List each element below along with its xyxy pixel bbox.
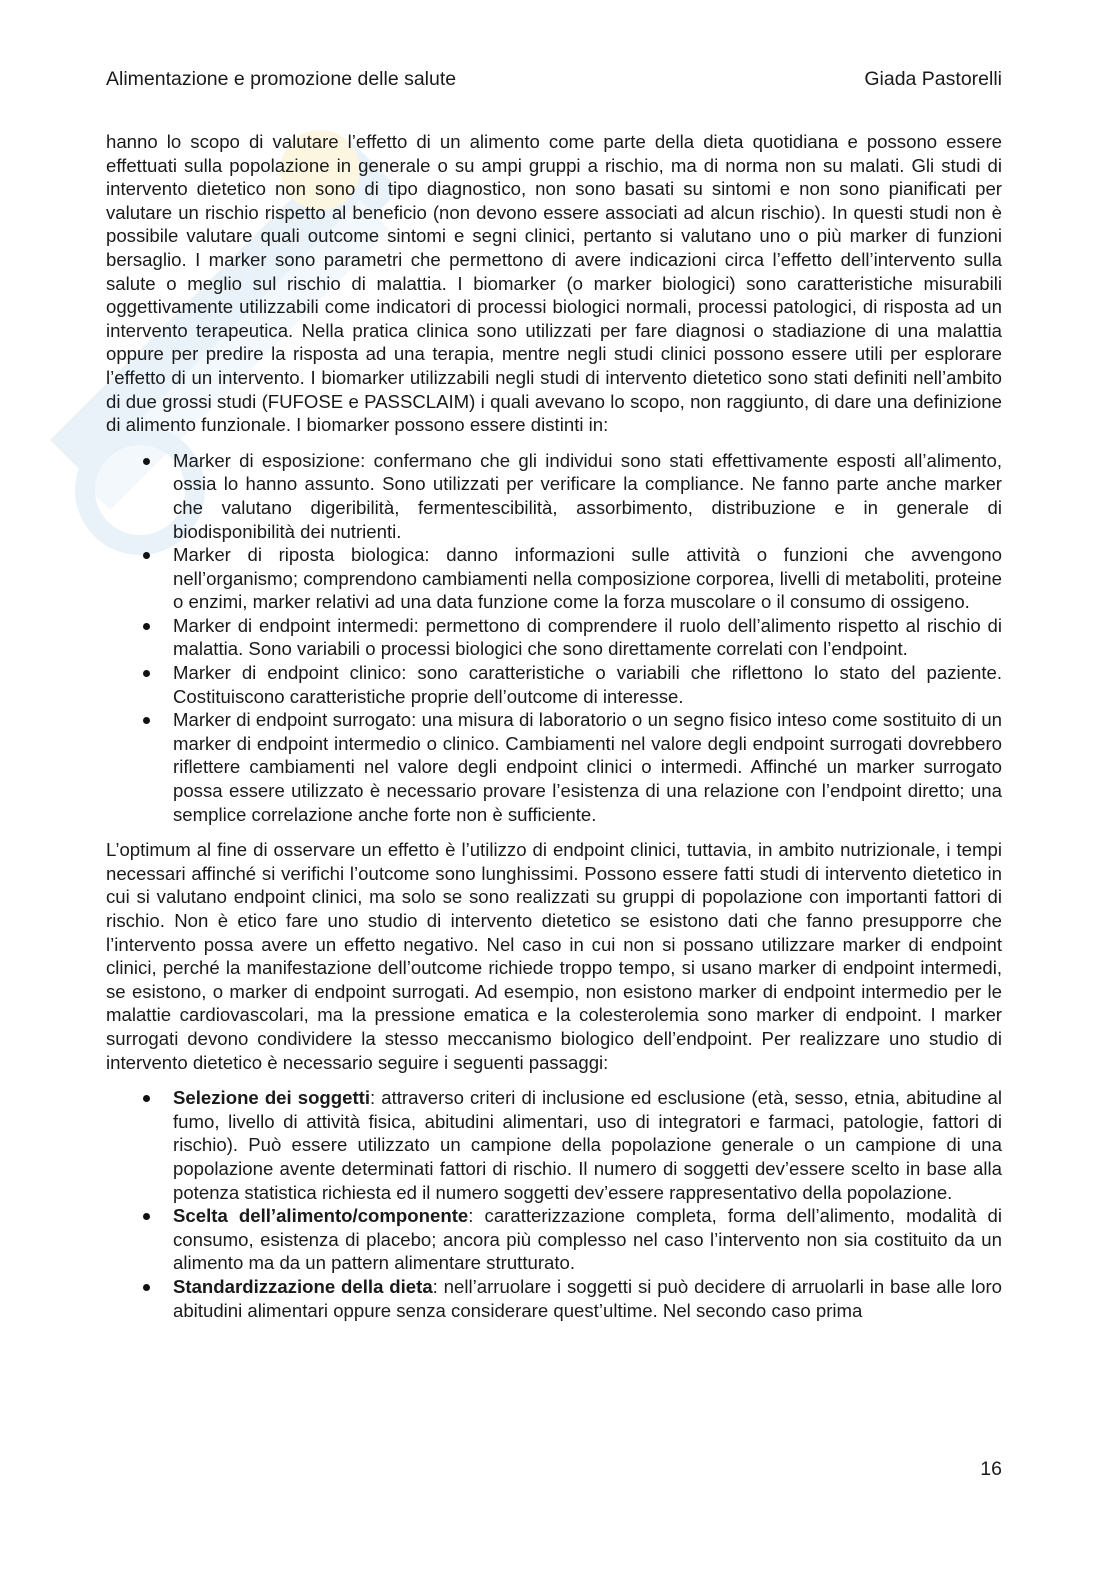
page-header — [106, 66, 1002, 92]
list-item — [106, 661, 1002, 708]
bullet-icon — [143, 717, 150, 724]
list-item-text: Marker di endpoint surrogato: una misura di laboratorio o un segno fisico inteso come sostituito di un marker di endpoint intermedio o clinico. Cambiamenti nel valore degli endpoint surrogati dovrebbero riflettere cambiamenti nel valore degli endpoint clinici o intermedi. Affinché un marker surrogato possa essere utilizzato è necessario provare l’esistenza di una relazione con l’endpoint diretto; una semplice correlazione anche forte non è sufficiente. — [173, 709, 1002, 825]
list-item-text: Marker di endpoint intermedi: permettono di comprendere il ruolo dell’alimento rispetto al rischio di malattia. Sono variabili o processi biologici che sono direttamente correlati con l’endpoint. — [173, 614, 1002, 660]
bullet-icon — [143, 552, 150, 559]
list-item-text: : nell’arruolare i soggetti si può decidere di arruolarli in base alle loro abitudini alimentari oppure senza considerare quest’ultime. Nel secondo caso prima — [173, 1275, 1003, 1321]
bullet-icon — [143, 1095, 150, 1102]
header-title: Alimentazione e promozione delle salute — [106, 68, 457, 90]
bullet-icon — [143, 1213, 150, 1220]
bullet-icon — [143, 1284, 150, 1291]
page-number: 16 — [980, 1458, 1002, 1480]
list-item — [106, 1086, 1002, 1204]
header-author: Giada Pastorelli — [864, 68, 1002, 90]
biomarker-list — [106, 449, 1002, 827]
list-item-text: Marker di esposizione: confermano che gli individui sono stati effettivamente esposti all’alimento, ossia lo hanno assunto. Sono utilizzati per verificare la compliance. Ne fanno parte anche marker che valutano digeribilità, fermentescibilità, assorbimento, distribuzione e in generale di biodisponibilità dei nutrienti. — [173, 449, 1002, 542]
list-item — [106, 708, 1002, 826]
list-item-text: : caratterizzazione completa, forma dell’alimento, modalità di consumo, esistenza di placebo; ancora più complesso nel caso l’intervento non sia costituito da un alimento ma da un pattern alimentare strutturato. — [173, 1205, 1002, 1274]
list-item-text: Marker di riposta biologica: danno informazioni sulle attività o funzioni che avvengono nell’organismo; comprendono cambiamenti nella composizione corporea, livelli di metaboliti, proteine o enzimi, marker relativi ad una data funzione come la forza muscolare o il consumo di ossigeno. — [173, 544, 1002, 613]
list-item-term: Standardizzazione della dieta — [173, 1275, 433, 1297]
bullet-icon — [143, 623, 150, 630]
bullet-icon — [143, 670, 150, 677]
list-item — [106, 614, 1002, 661]
list-item — [106, 1204, 1002, 1275]
list-item — [106, 449, 1002, 543]
list-item-text: : attraverso criteri di inclusione ed esclusione (età, sesso, etnia, abitudine al fumo, livello di attività fisica, abitudini alimentari, uso di integratori e farmaci, patologie, fattori di rischio). Può essere utilizzato un campione della popolazione generale o un campione di una popolazione avente determinati fattori di rischio. Il numero di soggetti dev’essere scelto in base alla potenza statistica richiesta ed il numero soggetti dev’essere rappresentativo della popolazione. — [173, 1087, 1002, 1203]
list-item — [106, 1275, 1002, 1322]
bullet-icon — [143, 458, 150, 465]
study-steps-list — [106, 1086, 1002, 1322]
page-content — [106, 130, 1002, 1322]
paragraph-intro: hanno lo scopo di valutare l’effetto di un alimento come parte della dieta quotidiana e possono essere effettuati sulla popolazione in generale o su ampi gruppi a rischio, ma di norma non su malati. Gli studi di intervento dietetico non sono di tipo diagnostico, non sono basati su sintomi e non sono pianificati per valutare un rischio rispetto al beneficio (non devono essere associati ad alcun rischio). In questi studi non è possibile valutare quali outcome sintomi e segni clinici, pertanto si valutano uno o più marker di funzioni bersaglio. I marker sono parametri che permettono di avere indicazioni circa l’effetto dell’intervento sulla salute o meglio sul rischio di malattia. I biomarker (o marker biologici) sono caratteristiche misurabili oggettivamente utilizzabili come indicatori di processi biologici normali, processi patologici, di risposta ad un intervento terapeutica. Nella pratica clinica sono utilizzati per fare diagnosi o stadiazione di una malattia oppure per predire la risposta ad una terapia, mentre negli studi clinici possono essere utili per esplorare l’effetto di un intervento. I biomarker utilizzabili negli studi di intervento dietetico sono stati definiti nell’ambito di due grossi studi (FUFOSE e PASSCLAIM) i quali avevano lo scopo, non raggiunto, di dare una definizione di alimento funzionale. I biomarker possono essere distinti in: — [106, 131, 1002, 436]
list-item-text: Marker di endpoint clinico: sono caratteristiche o variabili che riflettono lo stato del paziente. Costituiscono caratteristiche proprie dell’outcome di interesse. — [173, 662, 1002, 707]
list-item-term: Selezione dei soggetti — [173, 1087, 371, 1109]
list-item-term: Scelta dell’alimento/componente — [173, 1205, 469, 1227]
list-item — [106, 543, 1002, 614]
paragraph-optimum: L’optimum al fine di osservare un effetto è l’utilizzo di endpoint clinici, tuttavia, in ambito nutrizionale, i tempi necessari affinché si verifichi l’outcome sono lunghissimi. Possono essere fatti studi di intervento dietetico in cui si valutano endpoint clinici, ma solo se sono realizzati su gruppi di popolazione con importanti fattori di rischio. Non è etico fare uno studio di intervento dietetico se esistono dati che fanno presupporre che l’intervento possa avere un effetto negativo. Nel caso in cui non si possano utilizzare marker di endpoint clinici, perché la manifestazione dell’outcome richiede troppo tempo, si usano marker di endpoint intermedi, se esistono, o marker di endpoint surrogati. Ad esempio, non esistono marker di endpoint intermedio per le malattie cardiovascolari, ma la pressione ematica e la colesterolemia sono marker di endpoint. I marker surrogati devono condividere la stesso meccanismo biologico dell’endpoint. Per realizzare uno studio di intervento dietetico è necessario seguire i seguenti passaggi: — [106, 839, 1002, 1073]
